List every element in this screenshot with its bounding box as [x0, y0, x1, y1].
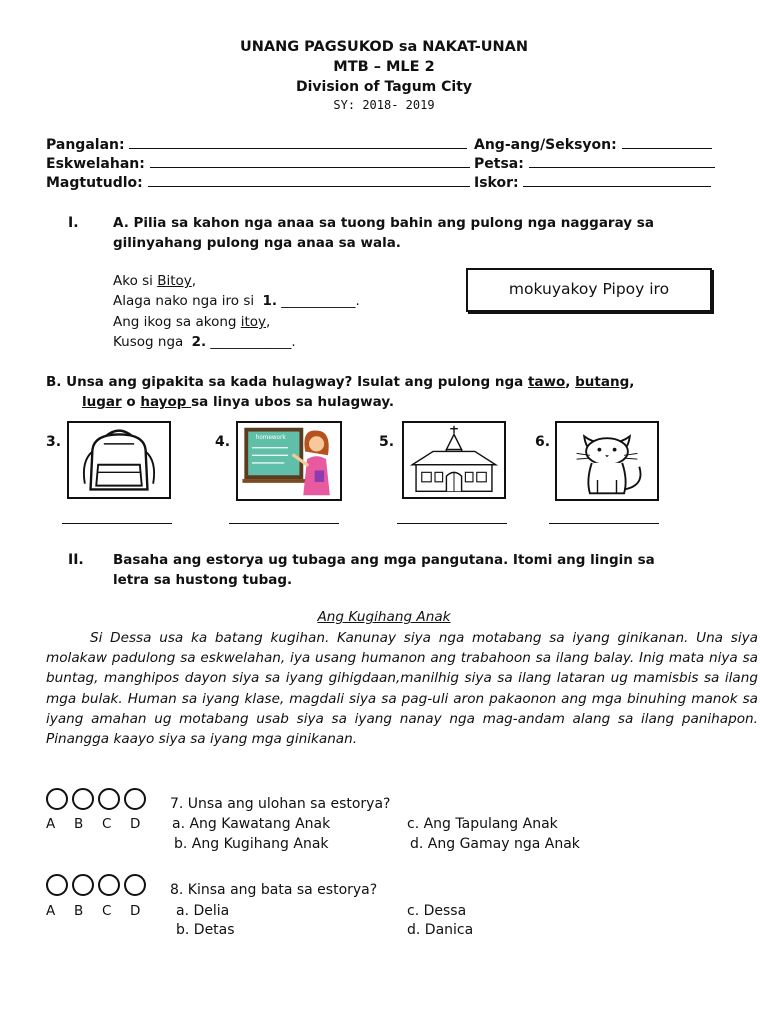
story-paragraph: Si Dessa usa ka batang kugihan. Kanunay siya nga motabang sa iyang ginikanan. Una siya molakaw padulong sa eskwelahan, iya usang humanon ang trabahoon sa ilang balay. Inig mata niya sa buntag, manghipos dayon siya sa iyang gihigdaan,manilhig siya sa ilang lataran ug mamisbis sa ilang mga bulak. Human sa iyang klase, magdali siya sa pag-uli aron pakaonon ang mga binuhing manok sa iyang amahan ug motabang usab siya sa iyang nanay nga mag-andam alang sa ilang panihapon. Pinangga kaayo siya sa iyang mga ginikanan.: [46, 630, 758, 748]
field-petsa-line[interactable]: [529, 156, 715, 168]
bubble-q8-d[interactable]: [124, 874, 146, 896]
part2-roman: II.: [68, 552, 84, 568]
answer-blank-2[interactable]: ____________.: [210, 334, 296, 350]
q7-choice-c: c. Ang Tapulang Anak: [407, 816, 558, 832]
header-division: Division of Tagum City: [295, 79, 473, 95]
field-eskwelahan-line[interactable]: [150, 156, 470, 168]
field-petsa-label: Petsa:: [474, 156, 524, 172]
header-subject: MTB – MLE 2: [333, 59, 435, 75]
item-number-4: 4.: [215, 434, 231, 450]
partB-text: Unsa ang gipakita sa kada hulagway? Isulat ang pulong nga: [66, 374, 528, 390]
partB-instruction-line1: [46, 374, 634, 390]
picture-building: [402, 421, 506, 499]
field-magtutudlo: [46, 175, 470, 191]
field-pangalan-line[interactable]: [129, 137, 467, 149]
field-iskor-label: Iskor:: [474, 175, 519, 191]
letter-d: D: [130, 816, 141, 832]
bubble-q7-a[interactable]: [46, 788, 68, 810]
poem-underlined-word: itoy: [240, 314, 267, 330]
partB-label: B.: [46, 374, 62, 390]
bubble-q8-a[interactable]: [46, 874, 68, 896]
letter-b: B: [74, 816, 84, 832]
poem-line-1: [113, 273, 196, 289]
word-hayop: hayop: [140, 394, 192, 410]
q8-choice-b: b. Detas: [176, 922, 235, 938]
partB-text: ,: [629, 374, 635, 390]
poem-line-3: [113, 314, 270, 330]
part2-instruction-line1: Basaha ang estorya ug tubaga ang mga pangutana. Itomi ang lingin sa: [113, 552, 655, 568]
part1-roman: I.: [68, 215, 79, 231]
bubble-q7-b[interactable]: [72, 788, 94, 810]
poem-text: Kusog nga: [113, 334, 188, 350]
partB-text: ,: [565, 374, 576, 390]
header-title: UNANG PAGSUKOD sa NAKAT-UNAN: [239, 39, 529, 55]
poem-line-2: [113, 293, 360, 309]
poem-text: ,: [191, 273, 197, 289]
word-lugar: lugar: [82, 394, 122, 410]
field-petsa: [474, 156, 715, 172]
part1-instruction-line1: A. Pilia sa kahon nga anaa sa tuong bahin ang pulong nga naggaray sa: [113, 215, 654, 231]
cat-icon: [557, 423, 657, 499]
item-number-5: 5.: [379, 434, 395, 450]
partB-text: sa linya ubos sa hulagway.: [191, 394, 395, 410]
q7-choice-d: d. Ang Gamay nga Anak: [410, 836, 580, 852]
picture-cat: [555, 421, 659, 501]
header-school-year: SY: 2018- 2019: [333, 98, 435, 112]
letters-q8: [46, 903, 158, 919]
question-8: 8. Kinsa ang bata sa estorya?: [170, 882, 378, 898]
poem-item-number: 1.: [262, 293, 277, 309]
q8-choice-a: a. Delia: [176, 903, 230, 919]
q8-choice-c: c. Dessa: [407, 903, 467, 919]
poem-text: ,: [266, 314, 271, 330]
board-text: homework: [255, 435, 286, 442]
answer-blank-6[interactable]: [549, 512, 659, 524]
letter-b: B: [74, 903, 84, 919]
story-title: Ang Kugihang Anak: [317, 609, 451, 625]
bubble-q8-c[interactable]: [98, 874, 120, 896]
field-pangalan: [46, 137, 467, 153]
word-choice-box: mokuyakoy Pipoy iro: [466, 268, 712, 312]
answer-blank-5[interactable]: [397, 512, 507, 524]
bubble-q7-c[interactable]: [98, 788, 120, 810]
q7-choice-b: b. Ang Kugihang Anak: [174, 836, 329, 852]
poem-text: Ang ikog sa akong: [113, 314, 241, 330]
word-butang: butang: [575, 374, 630, 390]
letter-d: D: [130, 903, 141, 919]
backpack-icon: [69, 423, 169, 497]
poem-text: Ako si: [113, 273, 158, 289]
letters-q7: [46, 816, 158, 832]
bubble-q8-b[interactable]: [72, 874, 94, 896]
field-ang-ang: [474, 137, 712, 153]
answer-blank-1[interactable]: ___________.: [281, 293, 360, 309]
poem-text: Alaga nako nga iro si: [113, 293, 259, 309]
field-magtutudlo-label: Magtutudlo:: [46, 175, 143, 191]
poem-item-number: 2.: [191, 334, 207, 350]
item-number-6: 6.: [535, 434, 551, 450]
field-ang-ang-line[interactable]: [622, 137, 712, 149]
church-icon: [404, 423, 504, 497]
word-tawo: tawo: [527, 374, 566, 390]
letter-a: A: [46, 816, 56, 832]
field-iskor-line[interactable]: [523, 175, 711, 187]
q7-choice-a: a. Ang Kawatang Anak: [172, 816, 331, 832]
part1-instruction-line2: gilinyahang pulong nga anaa sa wala.: [113, 235, 401, 251]
letter-a: A: [46, 903, 56, 919]
partB-instruction-line2: [82, 394, 394, 410]
part2-instruction-line2: letra sa hustong tubag.: [113, 572, 293, 588]
teacher-icon: [238, 423, 340, 499]
story-body: [46, 628, 758, 749]
field-eskwelahan: [46, 156, 470, 172]
answer-blank-3[interactable]: [62, 512, 172, 524]
field-iskor: [474, 175, 711, 191]
poem-underlined-word: Bitoy: [157, 273, 192, 289]
picture-teacher: [236, 421, 342, 501]
field-pangalan-label: Pangalan:: [46, 137, 125, 153]
item-number-3: 3.: [46, 434, 62, 450]
partB-text: o: [121, 394, 141, 410]
answer-blank-4[interactable]: [229, 512, 339, 524]
letter-c: C: [102, 903, 112, 919]
letter-c: C: [102, 816, 112, 832]
poem-line-4: [113, 334, 296, 350]
q8-choice-d: d. Danica: [407, 922, 474, 938]
field-ang-ang-label: Ang-ang/Seksyon:: [474, 137, 617, 153]
bubble-q7-d[interactable]: [124, 788, 146, 810]
question-7: 7. Unsa ang ulohan sa estorya?: [170, 796, 391, 812]
field-eskwelahan-label: Eskwelahan:: [46, 156, 145, 172]
field-magtutudlo-line[interactable]: [148, 175, 470, 187]
picture-backpack: [67, 421, 171, 499]
